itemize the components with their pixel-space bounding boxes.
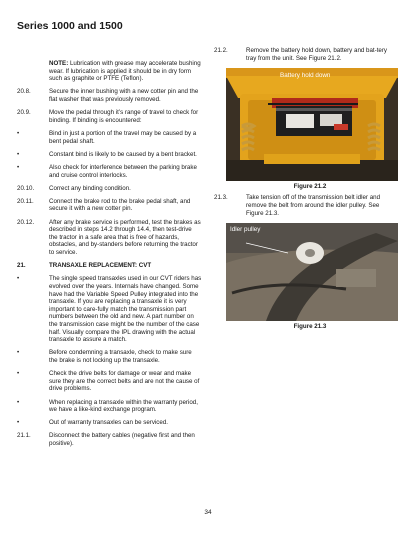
- note-text: Lubrication with grease may accelerate bushing wear. If lubrication is applied it should be in dry form such as graphite or PTFE (Teflon).: [49, 60, 201, 83]
- step-text: Correct any binding condition.: [49, 184, 131, 192]
- battery-compartment-illustration: [226, 68, 398, 181]
- step-text: After any brake service is performed, test the brakes as described in steps 14.2 through 14.4, then test-drive the tractor in a safe area that is free of hazards, obstacles, and by-standers before returning the tractor to service.: [49, 218, 201, 257]
- step-text: Connect the brake rod to the brake pedal shaft, and secure it with a new cotter pin.: [49, 197, 191, 213]
- bullet-text: Bind in just a portion of the travel may be caused by a bent pedal shaft.: [49, 129, 197, 145]
- bullet-text: When replacing a transaxle within the warranty period, we have a like-kind exchange program.: [49, 398, 198, 414]
- section-number: 21.: [17, 262, 26, 270]
- section-title: TRANSAXLE REPLACEMENT: CVT: [49, 262, 152, 270]
- step-21-2: [214, 47, 394, 62]
- step-20-11: [17, 198, 202, 213]
- bullet-bent-bracket: [17, 151, 202, 159]
- bullet-text: Constant bind is likely to be caused by a bent bracket.: [49, 150, 197, 158]
- step-text: Move the pedal through it’s range of travel to check for binding. If binding is encountered:: [49, 109, 199, 124]
- figure-caption: Figure 21.3: [293, 322, 327, 330]
- idler-pulley-illustration: [226, 223, 398, 321]
- bullet-transaxle-evolution: [17, 275, 202, 343]
- step-number: 21.2.: [214, 47, 228, 54]
- callout-battery-hold-down: Battery hold down: [280, 71, 331, 79]
- step-21-1: [17, 432, 202, 447]
- lubrication-note: [17, 60, 202, 83]
- step-number: 20.9.: [17, 109, 31, 117]
- bullet-icon: •: [17, 370, 20, 378]
- step-number: 20.11.: [17, 197, 34, 205]
- figure-battery-photo: [226, 68, 398, 181]
- bullet-check-belts: [17, 370, 202, 393]
- page-header: Series 1000 and 1500: [17, 20, 123, 32]
- right-column: [214, 47, 394, 334]
- bullet-text: The single speed transaxles used in our CVT riders has evolved over the years. Internals have changed. Some have had the Variable Speed Pulley integrated into the transaxle. If you are replacing a transaxle it is very important to care-fully match the transmission part numbers between the old and new. A part number on the transmission case might be the number of the case half. Visually compare the IPL drawing with the actual transaxle to assure a match.: [49, 275, 202, 344]
- step-number: 21.3.: [214, 194, 228, 202]
- bullet-icon: •: [17, 349, 20, 357]
- step-21-3: [214, 194, 394, 217]
- bullet-out-of-warranty: [17, 419, 202, 427]
- callout-idler-pulley: Idler pulley: [230, 225, 261, 233]
- step-20-12: [17, 219, 202, 257]
- page-number: 34: [204, 509, 212, 516]
- step-number: 21.1.: [17, 432, 31, 440]
- step-number: 20.12.: [17, 218, 35, 226]
- step-text: Remove the battery hold down, battery and bat-tery tray from the unit. See Figure 21.2.: [246, 47, 388, 62]
- step-20-9: [17, 109, 202, 124]
- step-text: Disconnect the battery cables (negative first and then positive).: [49, 432, 195, 448]
- bullet-icon: •: [17, 275, 20, 283]
- bullet-text: Check the drive belts for damage or wear and make sure they are the correct belts and are not the cause of drive problems.: [49, 370, 200, 393]
- bullet-icon: •: [17, 150, 20, 158]
- bullet-text: Before condemning a transaxle, check to make sure the brake is not locking up the transaxle.: [49, 349, 192, 364]
- step-text: Take tension off of the transmission belt idler and remove the belt from around the idler pulley. See Figure 21.3.: [246, 194, 381, 217]
- left-column: [17, 60, 202, 453]
- bullet-interlocks: [17, 164, 202, 179]
- bullet-text: Out of warranty transaxles can be serviced.: [49, 419, 168, 427]
- step-20-10: [17, 185, 202, 193]
- bullet-icon: •: [17, 129, 20, 137]
- figure-caption: Figure 21.2: [293, 182, 327, 190]
- bullet-warranty-exchange: [17, 399, 202, 414]
- bullet-icon: •: [17, 419, 20, 427]
- step-number: 20.10.: [17, 184, 35, 192]
- bullet-check-brake: [17, 349, 202, 364]
- figure-idler-photo: [226, 223, 398, 321]
- bullet-icon: •: [17, 398, 20, 406]
- bullet-bent-pedal: [17, 130, 202, 145]
- note-label: NOTE:: [49, 60, 69, 67]
- bullet-text: Also check for interference between the parking brake and cruise control interlocks.: [49, 163, 197, 179]
- section-heading: [17, 262, 202, 270]
- bullet-icon: •: [17, 163, 20, 171]
- step-text: Secure the inner bushing with a new cotter pin and the flat washer that was previously removed.: [49, 88, 199, 103]
- step-20-8: [17, 88, 202, 103]
- step-number: 20.8.: [17, 88, 31, 96]
